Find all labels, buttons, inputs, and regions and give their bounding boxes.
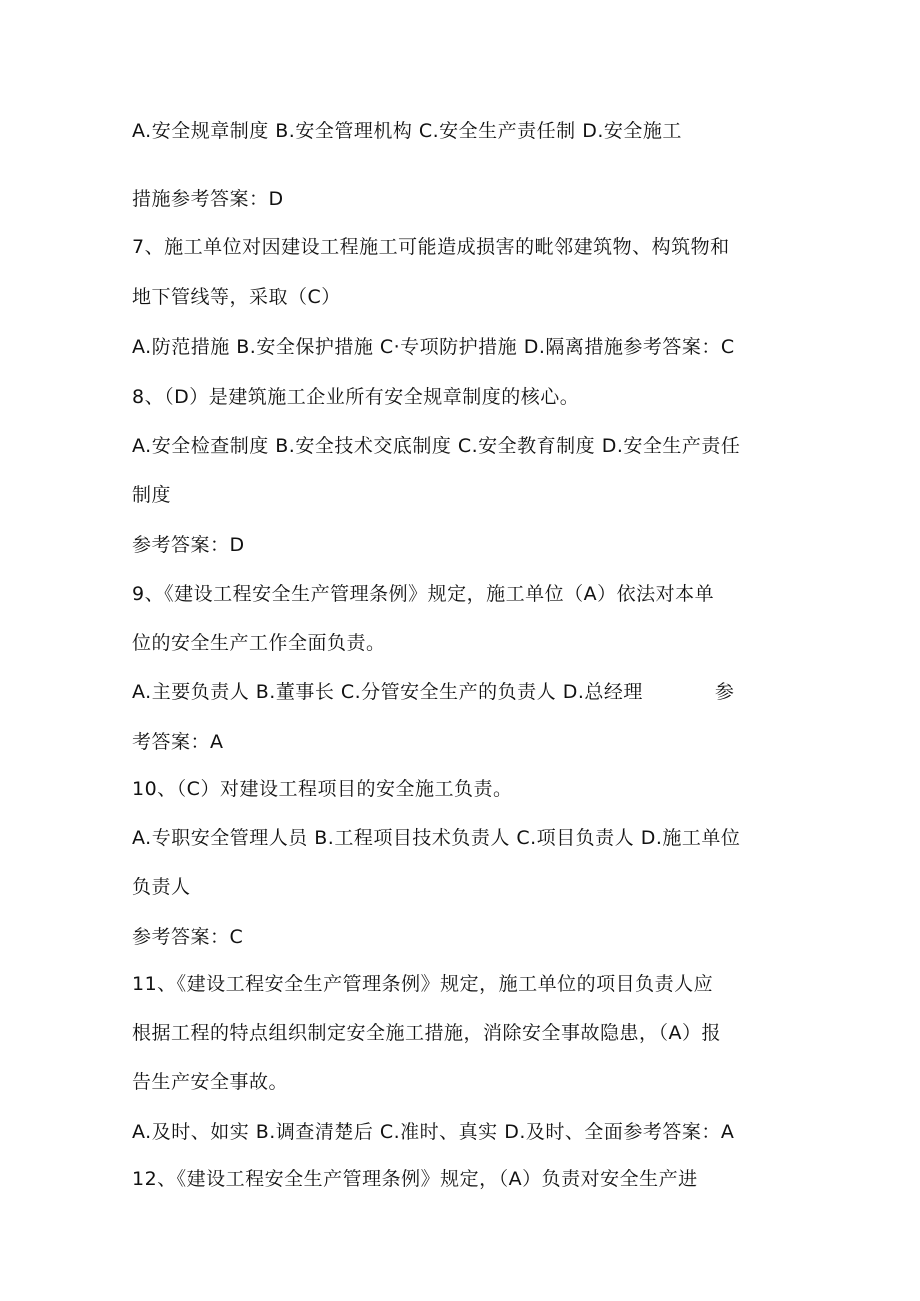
answer-line: 措施参考答案：D bbox=[132, 188, 284, 210]
answer-line: 参考答案：D bbox=[132, 534, 245, 556]
question-line: 告生产安全事故。 bbox=[132, 1071, 289, 1093]
question-line: 根据工程的特点组织制定安全施工措施，消除安全事故隐患，（A）报 bbox=[132, 1022, 721, 1044]
option-line: A.安全规章制度 B.安全管理机构 C.安全生产责任制 D.安全施工 bbox=[132, 120, 682, 142]
question-line: 9、《建设工程安全生产管理条例》规定，施工单位（A）依法对本单 bbox=[132, 583, 715, 605]
option-line bbox=[132, 679, 812, 705]
answer-line: 考答案：A bbox=[132, 731, 224, 753]
option-line: 负责人 bbox=[132, 876, 191, 898]
answer-fragment: 参 bbox=[714, 681, 735, 703]
question-line: 12、《建设工程安全生产管理条例》规定，（A）负责对安全生产进 bbox=[132, 1168, 698, 1190]
question-line: 位的安全生产工作全面负责。 bbox=[132, 632, 386, 654]
answer-line: 参考答案：C bbox=[132, 926, 244, 948]
option-line: A.安全检查制度 B.安全技术交底制度 C.安全教育制度 D.安全生产责任 bbox=[132, 435, 741, 457]
question-line: 8、（D）是建筑施工企业所有安全规章制度的核心。 bbox=[132, 386, 580, 408]
question-line: 10、（C）对建设工程项目的安全施工负责。 bbox=[132, 778, 513, 800]
question-line: 7、施工单位对因建设工程施工可能造成损害的毗邻建筑物、构筑物和 bbox=[132, 236, 730, 258]
option-line: A.专职安全管理人员 B.工程项目技术负责人 C.项目负责人 D.施工单位 bbox=[132, 827, 741, 849]
question-line: 地下管线等，采取（C） bbox=[132, 286, 341, 308]
question-line: 11、《建设工程安全生产管理条例》规定，施工单位的项目负责人应 bbox=[132, 973, 714, 995]
option-line: 制度 bbox=[132, 484, 172, 506]
option-text: A.主要负责人 B.董事长 C.分管安全生产的负责人 D.总经理 bbox=[132, 681, 643, 703]
option-line: A.防范措施 B.安全保护措施 C·专项防护措施 D.隔离措施参考答案：C bbox=[132, 336, 735, 358]
option-line: A.及时、如实 B.调查清楚后 C.准时、真实 D.及时、全面参考答案：A bbox=[132, 1121, 735, 1143]
